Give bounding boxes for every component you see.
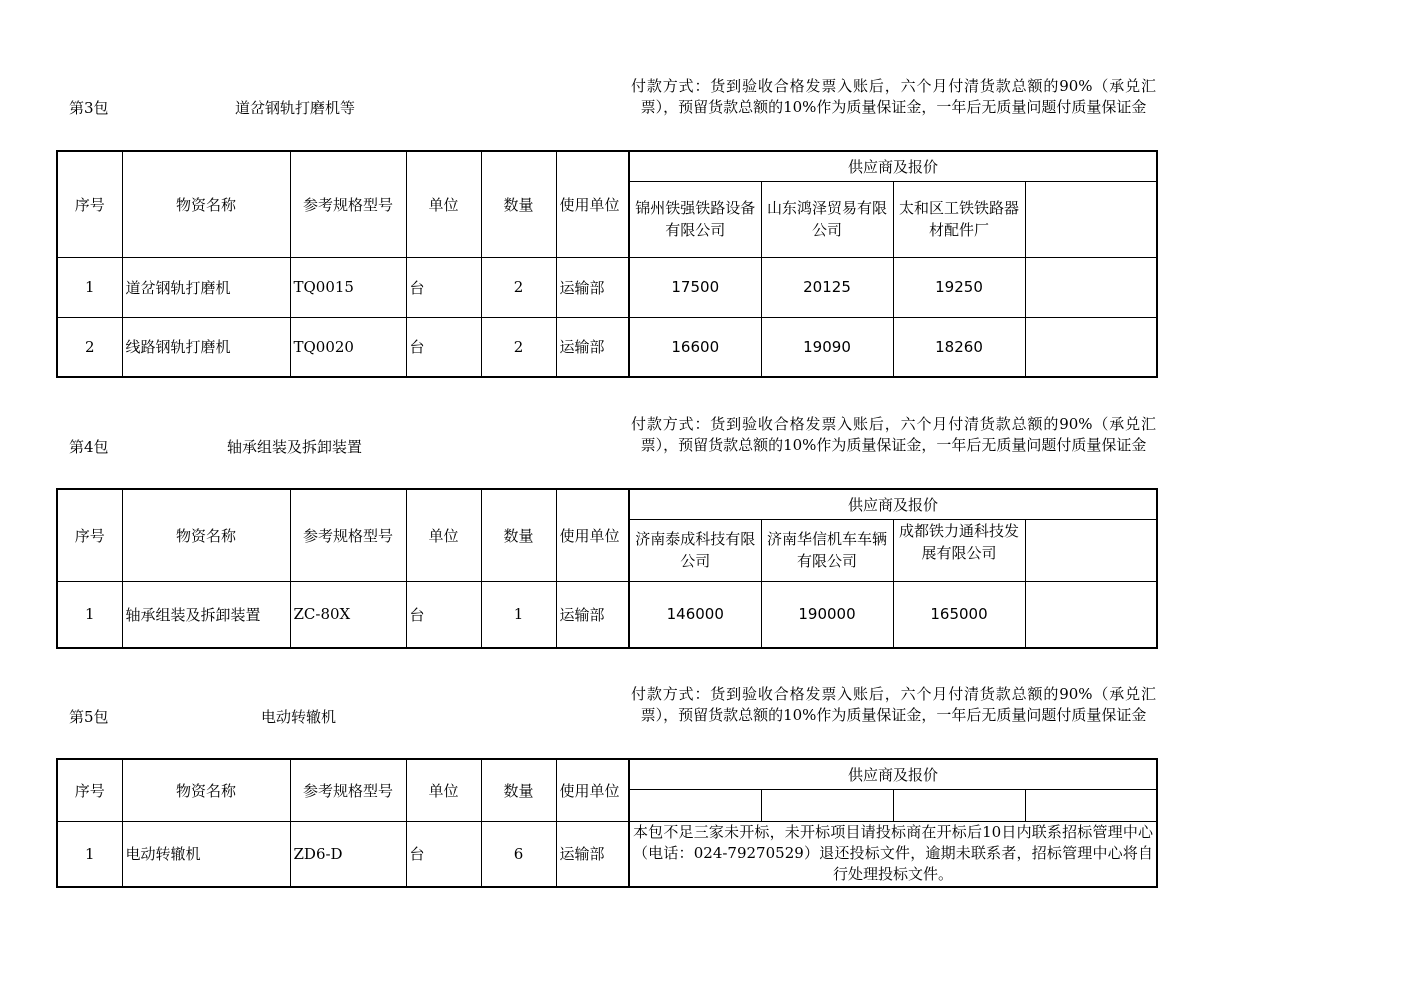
- package-5-payment-terms: 付款方式：货到验收合格发票入账后，六个月付清货款总额的90%（承兑汇票），预留货款总额的10%作为质量保证金，一年后无质量问题付质量保证金: [631, 685, 1156, 724]
- header-dept: 使用单位: [556, 759, 629, 821]
- cell-spec: ZD6-D: [290, 821, 406, 887]
- package-3-table: [56, 150, 1158, 378]
- package-3-payment-terms: 付款方式：货到验收合格发票入账后，六个月付清货款总额的90%（承兑汇票），预留货款总额的10%作为质量保证金，一年后无质量问题付质量保证金: [631, 77, 1156, 116]
- package-4-title: 第4包: [69, 438, 109, 456]
- cell-price: 146000: [629, 581, 761, 648]
- header-unit: 单位: [406, 759, 481, 821]
- header-seq: 序号: [57, 489, 122, 581]
- cell-seq: 1: [57, 257, 122, 317]
- cell-unit: 台: [406, 257, 481, 317]
- supplier-name: 太和区工铁铁路器材配件厂: [893, 181, 1025, 257]
- cell-qty: 1: [481, 581, 556, 648]
- package-4-table: [56, 488, 1158, 649]
- header-item-name: 物资名称: [122, 489, 290, 581]
- cell-seq: 1: [57, 821, 122, 887]
- cell-price: 165000: [893, 581, 1025, 648]
- header-supplier-group: 供应商及报价: [629, 489, 1157, 519]
- cell-unit: 台: [406, 821, 481, 887]
- cell-spec: ZC-80X: [290, 581, 406, 648]
- cell-price: 18260: [893, 317, 1025, 377]
- package-5-title: 第5包: [69, 708, 109, 726]
- cell-price: [1025, 317, 1157, 377]
- supplier-name: [629, 789, 761, 821]
- header-supplier-group: 供应商及报价: [629, 759, 1157, 789]
- cell-dept: 运输部: [556, 821, 629, 887]
- supplier-name: 成都铁力通科技发展有限公司: [893, 519, 1025, 581]
- header-seq: 序号: [57, 759, 122, 821]
- table-row: [57, 317, 1157, 377]
- header-spec: 参考规格型号: [290, 151, 406, 257]
- supplier-name: 山东鸿泽贸易有限公司: [761, 181, 893, 257]
- header-seq: 序号: [57, 151, 122, 257]
- table-row: [57, 581, 1157, 648]
- header-dept: 使用单位: [556, 489, 629, 581]
- supplier-name: 锦州铁强铁路设备有限公司: [629, 181, 761, 257]
- cell-price: 19250: [893, 257, 1025, 317]
- supplier-name: [1025, 519, 1157, 581]
- header-qty: 数量: [481, 489, 556, 581]
- cell-item-name: 线路钢轨打磨机: [122, 317, 290, 377]
- cell-unit: 台: [406, 317, 481, 377]
- supplier-name: [1025, 181, 1157, 257]
- header-qty: 数量: [481, 151, 556, 257]
- header-supplier-group: 供应商及报价: [629, 151, 1157, 181]
- table-row: [57, 257, 1157, 317]
- package-5-table: [56, 758, 1158, 888]
- cell-price: 16600: [629, 317, 761, 377]
- supplier-name: [893, 789, 1025, 821]
- supplier-name: 济南华信机车车辆有限公司: [761, 519, 893, 581]
- package-4-payment-terms: 付款方式：货到验收合格发票入账后，六个月付清货款总额的90%（承兑汇票），预留货款总额的10%作为质量保证金，一年后无质量问题付质量保证金: [631, 415, 1156, 454]
- header-dept: 使用单位: [556, 151, 629, 257]
- cell-spec: TQ0015: [290, 257, 406, 317]
- package-4-name: 轴承组装及拆卸装置: [227, 438, 363, 456]
- cell-price: [1025, 257, 1157, 317]
- cell-qty: 2: [481, 317, 556, 377]
- supplier-name: 济南泰成科技有限公司: [629, 519, 761, 581]
- table-row: [57, 821, 1157, 887]
- cell-price: 20125: [761, 257, 893, 317]
- cell-dept: 运输部: [556, 317, 629, 377]
- not-opened-note: 本包不足三家未开标，未开标项目请投标商在开标后10日内联系招标管理中心（电话：024-79270529）退还投标文件，逾期未联系者，招标管理中心将自行处理投标文件。: [629, 821, 1157, 887]
- cell-price: 17500: [629, 257, 761, 317]
- header-item-name: 物资名称: [122, 151, 290, 257]
- header-spec: 参考规格型号: [290, 489, 406, 581]
- header-spec: 参考规格型号: [290, 759, 406, 821]
- cell-seq: 1: [57, 581, 122, 648]
- cell-seq: 2: [57, 317, 122, 377]
- cell-price: [1025, 581, 1157, 648]
- header-qty: 数量: [481, 759, 556, 821]
- package-5-name: 电动转辙机: [261, 708, 337, 726]
- package-3-name: 道岔钢轨打磨机等: [235, 99, 356, 117]
- header-unit: 单位: [406, 489, 481, 581]
- cell-price: 19090: [761, 317, 893, 377]
- header-unit: 单位: [406, 151, 481, 257]
- cell-qty: 2: [481, 257, 556, 317]
- cell-dept: 运输部: [556, 581, 629, 648]
- cell-qty: 6: [481, 821, 556, 887]
- cell-dept: 运输部: [556, 257, 629, 317]
- supplier-name: [761, 789, 893, 821]
- supplier-name: [1025, 789, 1157, 821]
- cell-item-name: 轴承组装及拆卸装置: [122, 581, 290, 648]
- cell-spec: TQ0020: [290, 317, 406, 377]
- cell-price: 190000: [761, 581, 893, 648]
- header-item-name: 物资名称: [122, 759, 290, 821]
- cell-item-name: 电动转辙机: [122, 821, 290, 887]
- package-3-title: 第3包: [69, 99, 109, 117]
- cell-item-name: 道岔钢轨打磨机: [122, 257, 290, 317]
- cell-unit: 台: [406, 581, 481, 648]
